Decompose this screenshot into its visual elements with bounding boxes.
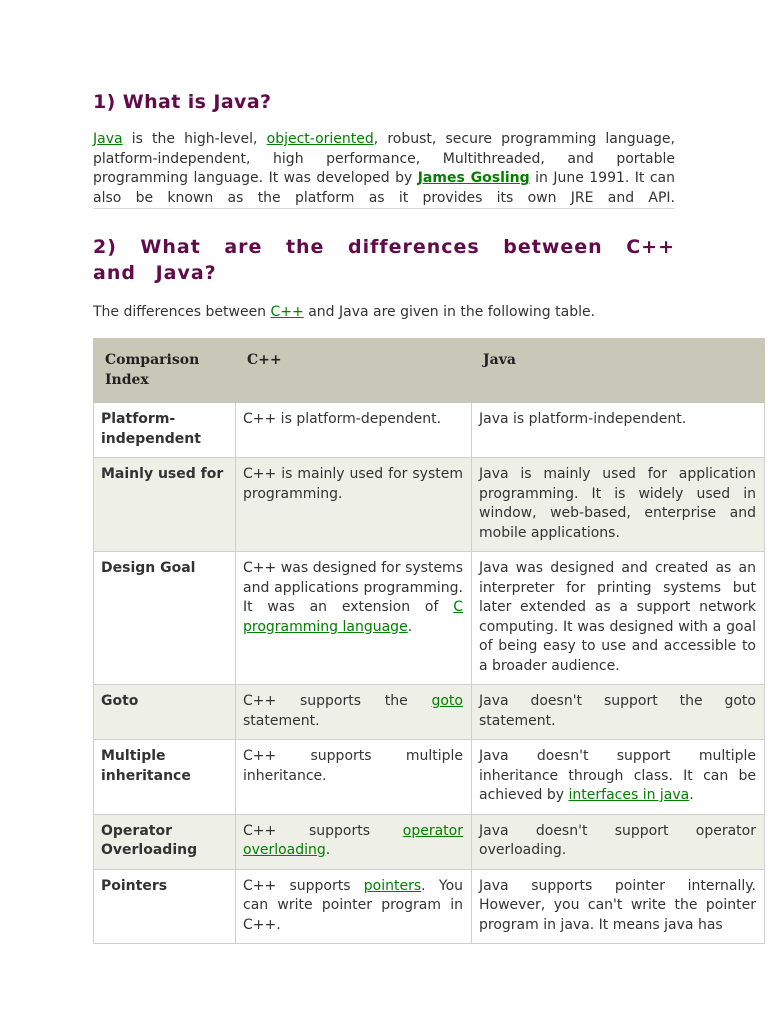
row-java-cell: Java doesn't support the goto statement. xyxy=(472,685,765,740)
cell-text: . xyxy=(325,842,331,858)
link-c-programming-language[interactable]: C programming language xyxy=(243,599,463,635)
cell-text: C++ supports xyxy=(243,877,364,894)
cell-text: . You can write pointer program in C++. xyxy=(243,877,464,933)
table-row xyxy=(94,814,765,869)
paragraph-text: is the high-level, xyxy=(122,131,267,147)
row-key: Design Goal xyxy=(94,552,236,685)
table-header-row xyxy=(94,339,765,403)
row-java-cell: Java was designed and created as an interpreter for printing systems but later extended as a support network computing. It was designed with a goal of being easy to use and accessible to a broader audience. xyxy=(472,552,765,685)
cell-text: C++ supports xyxy=(243,822,403,839)
table-row xyxy=(94,552,765,685)
heading-cpp-vs-java: 2) What are the differences between C++ and Java? xyxy=(93,236,675,284)
row-cpp-cell xyxy=(236,814,472,869)
row-cpp-cell xyxy=(236,685,472,740)
row-key: Goto xyxy=(94,685,236,740)
header-java: Java xyxy=(472,339,765,403)
row-cpp-cell: C++ supports multiple inheritance. xyxy=(236,740,472,815)
paragraph-text: and Java are given in the following table. xyxy=(303,304,596,320)
cell-text: C++ supports the xyxy=(243,693,432,709)
row-cpp-cell: C++ is platform-dependent. xyxy=(236,403,472,458)
paragraph-text: in June 1991. It can also be known as the platform as it provides its own JRE and API. xyxy=(93,170,675,206)
table-row xyxy=(94,403,765,458)
cell-text: C++ was designed for systems and applications programming. It was an extension of xyxy=(243,560,463,615)
link-object-oriented[interactable]: object-oriented xyxy=(266,131,374,147)
table-row xyxy=(94,869,765,944)
comparison-table xyxy=(93,338,765,944)
cell-text: statement. xyxy=(243,712,320,729)
row-key: Mainly used for xyxy=(94,458,236,552)
header-comparison-index: Comparison Index xyxy=(94,339,236,403)
row-key: Pointers xyxy=(94,869,236,944)
cell-text: . xyxy=(689,787,694,803)
paragraph-text: , robust, secure programming language, platform-independent, high performance, Multithreaded, and portable programming language. It was developed by xyxy=(93,131,675,186)
row-cpp-cell xyxy=(236,552,472,685)
table-row xyxy=(94,740,765,815)
link-pointers[interactable]: pointers xyxy=(363,877,422,894)
table-row xyxy=(94,685,765,740)
link-goto[interactable]: goto xyxy=(431,693,463,709)
header-cpp: C++ xyxy=(236,339,472,403)
row-java-cell: Java is platform-independent. xyxy=(472,403,765,458)
row-key: Platform-independent xyxy=(94,403,236,458)
row-java-cell: Java doesn't support operator overloading. xyxy=(472,814,765,869)
table-row xyxy=(94,458,765,552)
row-java-cell: Java supports pointer internally. However, you can't write the pointer program in java. It means java has xyxy=(472,869,765,944)
row-cpp-cell: C++ is mainly used for system programming. xyxy=(236,458,472,552)
java-definition-paragraph xyxy=(93,130,675,209)
link-java[interactable]: Java xyxy=(93,131,123,147)
paragraph-text: The differences between xyxy=(93,304,271,320)
row-cpp-cell xyxy=(236,869,472,944)
link-interfaces-in-java[interactable]: interfaces in java xyxy=(568,787,690,803)
row-key: Multiple inheritance xyxy=(94,740,236,815)
link-operator-overloading[interactable]: operator overloading xyxy=(243,822,463,858)
link-cpp[interactable]: C++ xyxy=(270,304,304,320)
row-java-cell: Java is mainly used for application programming. It is widely used in window, web-based, enterprise and mobile applications. xyxy=(472,458,765,552)
row-key: Operator Overloading xyxy=(94,814,236,869)
differences-intro-paragraph xyxy=(93,303,675,323)
row-java-cell xyxy=(472,740,765,815)
cell-text: Java doesn't support multiple inheritance through class. It can be achieved by xyxy=(479,748,756,803)
link-james-gosling[interactable]: James Gosling xyxy=(417,170,530,186)
cell-text: . xyxy=(407,618,413,635)
heading-what-is-java: 1) What is Java? xyxy=(93,91,272,113)
